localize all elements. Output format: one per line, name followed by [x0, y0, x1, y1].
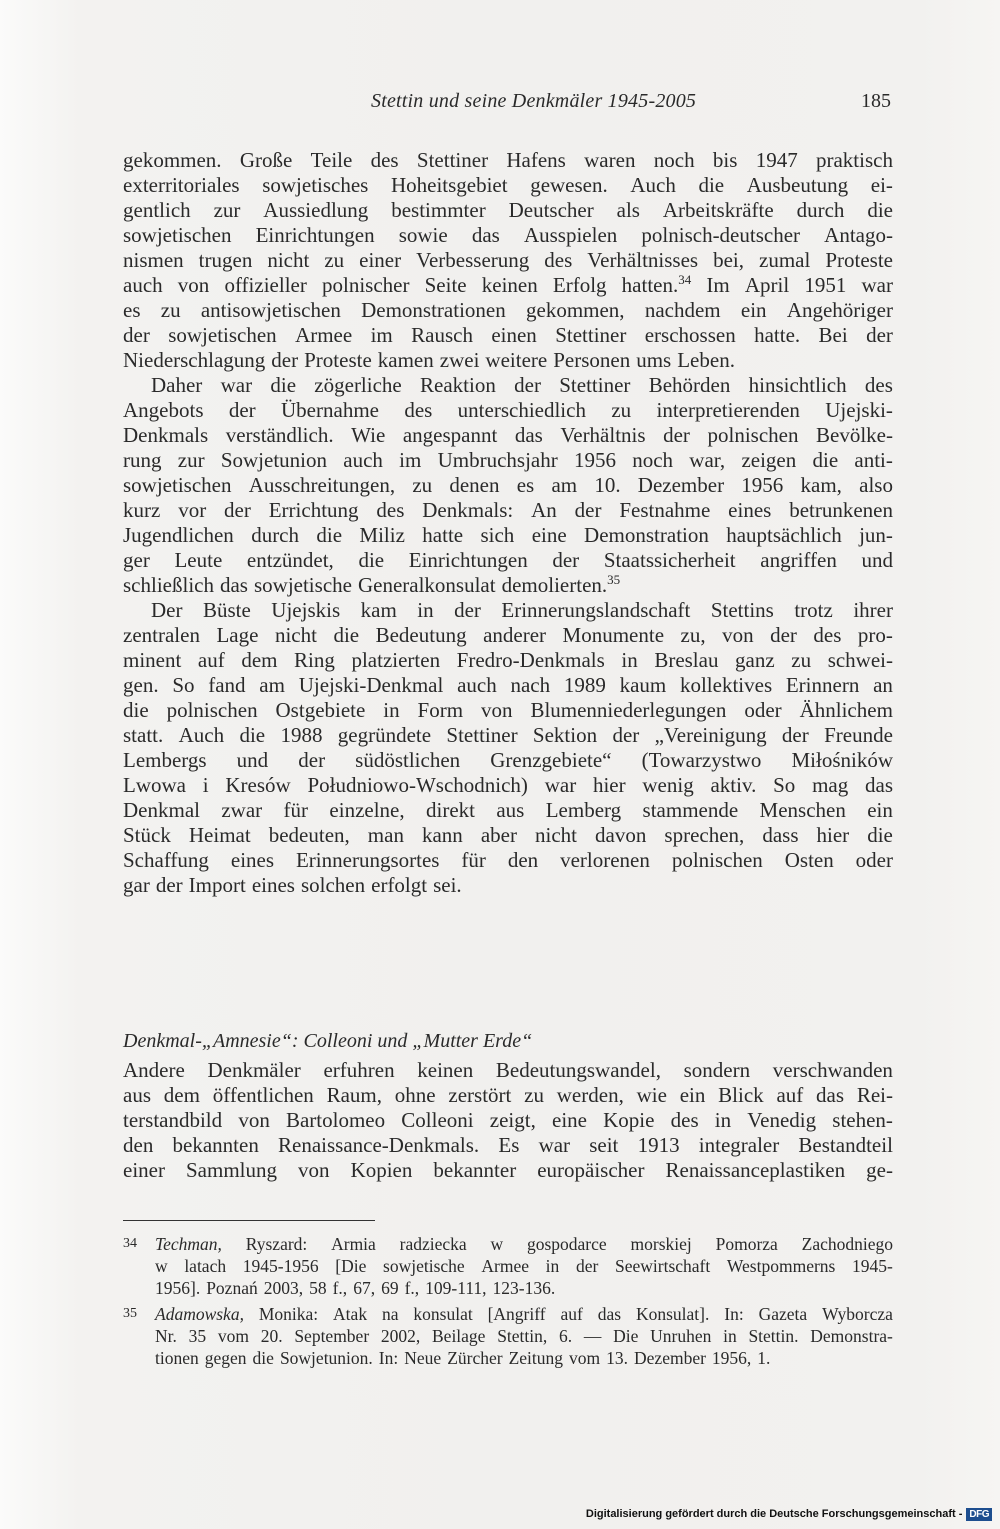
- text-line: die polnischen Ostgebiete in Form von Blumenniederlegungen oder Ähnlichem: [123, 698, 893, 722]
- text-line: gen. So fand am Ujejski-Denkmal auch nach 1989 kaum kollektives Erinnern an: [123, 673, 893, 697]
- text-line: terstandbild von Bartolomeo Colleoni zeigt, eine Kopie des in Venedig stehen-: [123, 1108, 893, 1132]
- text-line: Andere Denkmäler erfuhren keinen Bedeutungswandel, sondern verschwanden: [123, 1058, 893, 1082]
- footnote-number: 35: [123, 1306, 137, 1321]
- text-line: auch von offizieller polnischer Seite keinen Erfolg hatten.$^{34}$ Im April 1951 war: [123, 272, 893, 297]
- footnote: [123, 1303, 893, 1369]
- text-line: nismen trugen nicht zu einer Verbesserung des Verhältnisses bei, zumal Proteste: [123, 248, 893, 272]
- text-line: Jugendlichen durch die Miliz hatte sich eine Demonstration hauptsächlich jun-: [123, 523, 893, 547]
- text-line: Techman, Ryszard: Armia radziecka w gospodarce morskiej Pomorza Zachodniego: [155, 1234, 893, 1254]
- text-line: gar der Import eines solchen erfolgt sei.: [123, 873, 462, 897]
- text-line: Lwowa i Kresów Południowo-Wschodnich) war hier wenig aktiv. So mag das: [123, 773, 893, 797]
- footnote-ref: 35: [607, 572, 621, 587]
- text-line: ger Leute entzündet, die Einrichtungen der Staatssicherheit angriffen und: [123, 548, 893, 572]
- credit-text: Digitalisierung gefördert durch die Deutsche Forschungsgemeinschaft -: [585, 1508, 963, 1520]
- text-line: Nr. 35 vom 20. September 2002, Beilage Stettin, 6. — Die Unruhen in Stettin. Demonstra-: [155, 1326, 893, 1346]
- text-line: 1956]. Poznań 2003, 58 f., 67, 69 f., 109-111, 123-136.: [155, 1278, 556, 1298]
- text-line: einer Sammlung von Kopien bekannter europäischer Renaissanceplastiken ge-: [123, 1158, 893, 1182]
- dfg-credit: [586, 1506, 992, 1522]
- body-text: [123, 148, 893, 898]
- running-title: Stettin und seine Denkmäler 1945-2005: [371, 90, 697, 112]
- text-line: Stück Heimat bedeuten, man kann aber nicht davon sprechen, dass hier die: [123, 823, 893, 847]
- text-line: gekommen. Große Teile des Stettiner Hafens waren noch bis 1947 praktisch: [123, 148, 893, 172]
- text-line: rung zur Sowjetunion auch im Umbruchsjahr 1956 noch war, zeigen die anti-: [123, 448, 893, 472]
- footnotes: [123, 1233, 893, 1373]
- footnote-number: 34: [123, 1236, 137, 1251]
- section-body-text: [123, 1058, 893, 1183]
- footnote-ref: 34: [678, 272, 692, 287]
- text-line: sowjetischen Einrichtungen sowie das Ausspielen polnisch-deutscher Antago-: [123, 223, 893, 247]
- text-line: w latach 1945-1956 [Die sowjetische Armee in der Seewirtschaft Westpommerns 1945-: [155, 1256, 893, 1276]
- text-line: Denkmal zwar für einzelne, direkt aus Lemberg stammende Menschen ein: [123, 798, 893, 822]
- page-number: 185: [861, 90, 891, 112]
- text-line: Daher war die zögerliche Reaktion der Stettiner Behörden hinsichtlich des: [151, 373, 893, 397]
- section-heading: Denkmal-„Amnesie“: Colleoni und „Mutter Erde“: [123, 1030, 533, 1052]
- text-line: Denkmals verständlich. Wie angespannt das Verhältnis der polnischen Bevölke-: [123, 423, 893, 447]
- text-line: Adamowska, Monika: Atak na konsulat [Angriff auf das Konsulat]. In: Gazeta Wyborcza: [155, 1304, 893, 1324]
- footnote: [123, 1233, 893, 1299]
- text-line: minent auf dem Ring platzierten Fredro-Denkmals in Breslau ganz zu schwei-: [123, 648, 893, 672]
- text-line: gentlich zur Aussiedlung bestimmter Deutscher als Arbeitskräfte durch die: [123, 198, 893, 222]
- text-line: schließlich das sowjetische Generalkonsulat demolierten.$^{35}$: [123, 572, 621, 597]
- text-line: Der Büste Ujejskis kam in der Erinnerungslandschaft Stettins trotz ihrer: [151, 598, 893, 622]
- dfg-logo-icon: DFG: [966, 1508, 992, 1521]
- text-line: Lembergs und der südöstlichen Grenzgebiete“ (Towarzystwo Miłośników: [123, 748, 893, 772]
- text-line: Angebots der Übernahme des unterschiedlich zu interpretierenden Ujejski-: [123, 398, 893, 422]
- text-line: aus dem öffentlichen Raum, ohne zerstört zu werden, wie ein Blick auf das Rei-: [123, 1083, 893, 1107]
- footnote-rule: [123, 1220, 375, 1221]
- text-line: sowjetischen Ausschreitungen, zu denen es am 10. Dezember 1956 kam, also: [123, 473, 893, 497]
- text-line: exterritoriales sowjetisches Hoheitsgebiet gewesen. Auch die Ausbeutung ei-: [123, 173, 893, 197]
- text-line: tionen gegen die Sowjetunion. In: Neue Zürcher Zeitung vom 13. Dezember 1956, 1.: [155, 1348, 771, 1368]
- running-head: [123, 90, 893, 118]
- text-line: es zu antisowjetischen Demonstrationen gekommen, nachdem ein Angehöriger: [123, 298, 893, 322]
- text-line: statt. Auch die 1988 gegründete Stettiner Sektion der „Vereinigung der Freunde: [123, 723, 893, 747]
- text-line: Schaffung eines Erinnerungsortes für den verlorenen polnischen Osten oder: [123, 848, 893, 872]
- text-line: Niederschlagung der Proteste kamen zwei weitere Personen ums Leben.: [123, 348, 735, 372]
- text-line: den bekannten Renaissance-Denkmals. Es war seit 1913 integraler Bestandteil: [123, 1133, 893, 1157]
- text-line: der sowjetischen Armee im Rausch einen Stettiner erschossen hatte. Bei der: [123, 323, 893, 347]
- text-line: kurz vor der Errichtung des Denkmals: An der Festnahme eines betrunkenen: [123, 498, 893, 522]
- text-line: zentralen Lage nicht die Bedeutung anderer Monumente zu, von der des pro-: [123, 623, 893, 647]
